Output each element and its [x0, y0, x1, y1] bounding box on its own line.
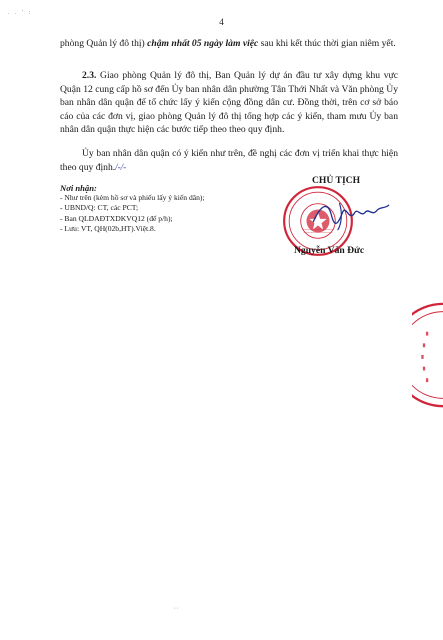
paragraph-1-tail: sau khi kết thúc thời gian niêm yết.	[258, 38, 396, 49]
signature-block	[282, 173, 402, 313]
recipients-title: Nơi nhận:	[60, 183, 97, 193]
page-number: 4	[219, 17, 224, 27]
signer-name: Nguyễn Văn Đức	[294, 245, 365, 256]
paragraph-2	[60, 69, 398, 137]
paragraph-1	[60, 37, 398, 51]
paragraph-3	[60, 147, 398, 174]
paragraph-1-lead: phòng Quản lý đô thị)	[60, 38, 148, 49]
side-seal-icon	[412, 300, 443, 410]
recipients-block	[60, 183, 270, 234]
handwritten-signature-icon	[310, 197, 392, 233]
recipient-item: - UBND/Q: CT, các PCT;	[60, 203, 139, 213]
recipient-item: - Lưu: VT, QH(02b,HT).Việt.8.	[60, 223, 156, 233]
handwritten-initials: /-/-	[115, 161, 127, 172]
chair-title: CHỦ TỊCH	[312, 175, 361, 186]
corner-marks: . . ' :	[8, 10, 33, 16]
recipient-item: - Ban QLDAĐTXDKVQ12 (để p/h);	[60, 213, 173, 223]
paragraph-3-text: Ủy ban nhân dân quận có ý kiến như trên, đề nghị các đơn vị triển khai thực hiện theo quy định.	[60, 148, 398, 173]
paragraph-2-number: 2.3.	[82, 70, 97, 81]
recipient-item: - Như trên (kèm hồ sơ và phiếu lấy ý kiến dân);	[60, 193, 205, 203]
paragraph-2-text: Giao phòng Quản lý đô thị, Ban Quản lý dự án đầu tư xây dựng khu vực Quận 12 cung cấp hồ sơ đến Ủy ban nhân dân phường Tân Thới Nhất và Văn phòng Ủy ban nhân dân quận để tổ chức lấy ý kiến cộng đồng dân cư. Đồng thời, trên cơ sở báo cáo của các đơn vị, giao phòng Quản lý đô thị tổng hợp các ý kiến, tham mưu Ủy ban nhân dân quận thực hiện các bước tiếp theo theo quy định.	[60, 70, 398, 136]
paragraph-1-deadline: chậm nhất 05 ngày làm việc	[147, 38, 259, 49]
footer-mark: , ,	[174, 604, 179, 610]
